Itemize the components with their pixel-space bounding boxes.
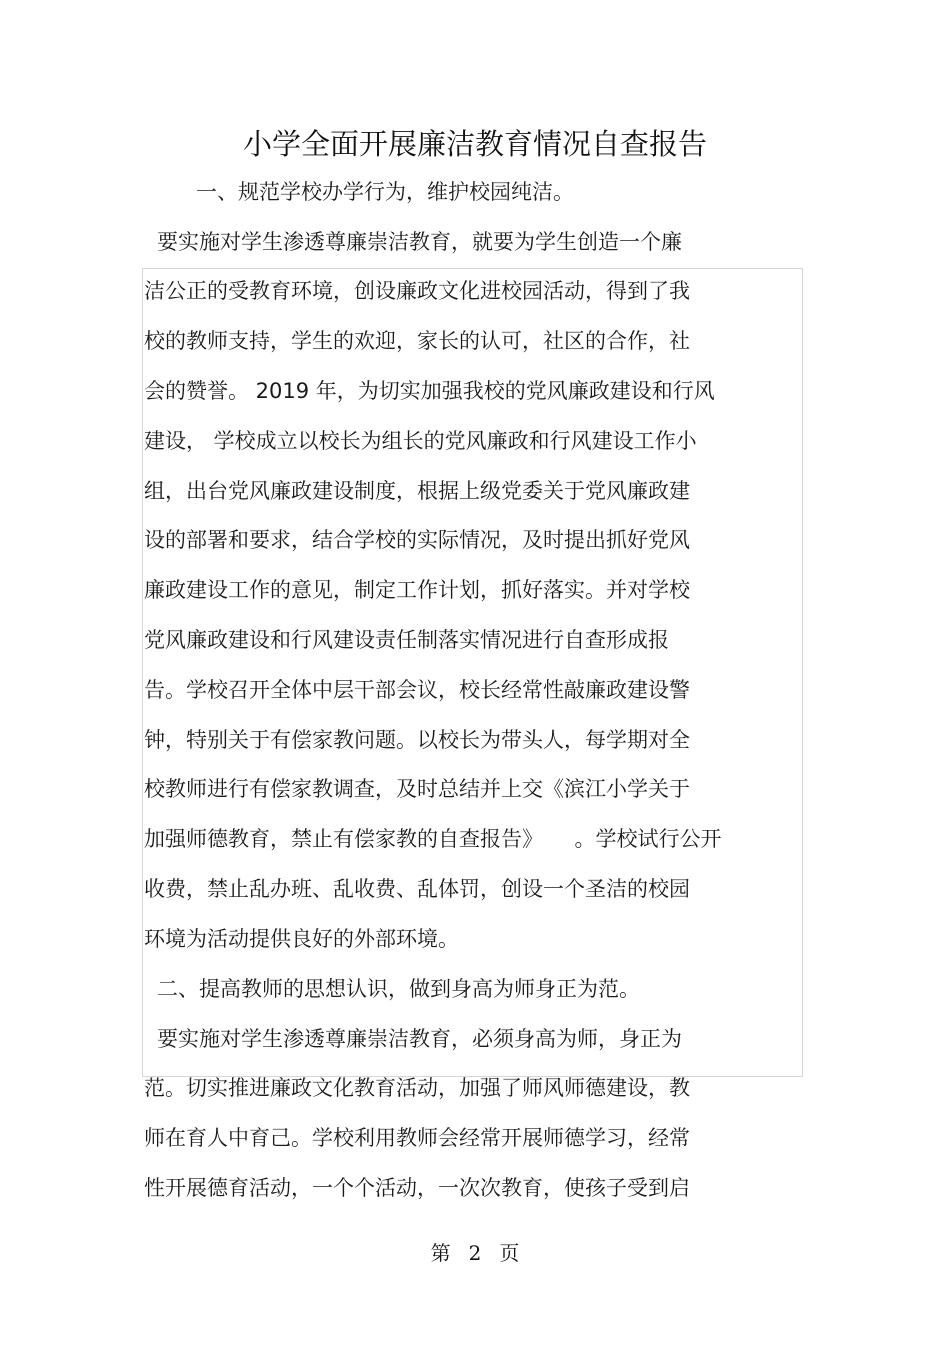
section-heading-1: 一、规范学校办学行为，维护校园纯洁。 [196, 180, 574, 204]
page-number: 2 [468, 1241, 482, 1265]
section-heading-2: 二、提高教师的思想认识，做到身高为师身正为范。 [157, 977, 640, 1001]
paragraph-line: 告。学校召开全体中层干部会议，校长经常性敲廉政建设警 [144, 678, 690, 702]
paragraph-line: 范。切实推进廉政文化教育活动，加强了师风师德建设，教 [144, 1076, 690, 1100]
page-suffix: 页 [499, 1241, 520, 1265]
paragraph-line: 环境为活动提供良好的外部环境。 [144, 927, 459, 951]
paragraph-line: 师在育人中育己。学校利用教师会经常开展师德学习，经常 [144, 1126, 690, 1150]
page-footer [0, 1238, 950, 1268]
paragraph-line: 加强师德教育，禁止有偿家教的自查报告》 。学校试行公开 [144, 827, 722, 851]
paragraph-line: 洁公正的受教育环境，创设廉政文化进校园活动，得到了我 [144, 279, 690, 303]
paragraph-line: 校教师进行有偿家教调查，及时总结并上交《滨江小学关于 [144, 777, 690, 801]
paragraph-line: 设的部署和要求，结合学校的实际情况，及时提出抓好党风 [144, 528, 690, 552]
paragraph-line: 廉政建设工作的意见，制定工作计划，抓好落实。并对学校 [144, 578, 690, 602]
paragraph-line: 钟，特别关于有偿家教问题。以校长为带头人，每学期对全 [144, 728, 690, 752]
paragraph-line: 校的教师支持，学生的欢迎，家长的认可，社区的合作，社 [144, 329, 690, 353]
paragraph-line: 建设， 学校成立以校长为组长的党风廉政和行风建设工作小 [144, 429, 697, 453]
paragraph-line: 要实施对学生渗透尊廉崇洁教育，就要为学生创造一个廉 [157, 230, 682, 254]
paragraph-line: 要实施对学生渗透尊廉崇洁教育，必须身高为师，身正为 [157, 1027, 682, 1051]
paragraph-line: 会的赞誉。 2019 年，为切实加强我校的党风廉政建设和行风 [144, 379, 715, 403]
paragraph-line: 收费，禁止乱办班、乱收费、乱体罚，创设一个圣洁的校园 [144, 877, 690, 901]
paragraph-line: 党风廉政建设和行风建设责任制落实情况进行自查形成报 [144, 628, 669, 652]
document-title: 小学全面开展廉洁教育情况自查报告 [242, 127, 707, 161]
paragraph-line: 性开展德育活动，一个个活动，一次次教育，使孩子受到启 [144, 1176, 690, 1200]
page-prefix: 第 [430, 1241, 451, 1265]
paragraph-line: 组，出台党风廉政建设制度，根据上级党委关于党风廉政建 [144, 479, 690, 503]
